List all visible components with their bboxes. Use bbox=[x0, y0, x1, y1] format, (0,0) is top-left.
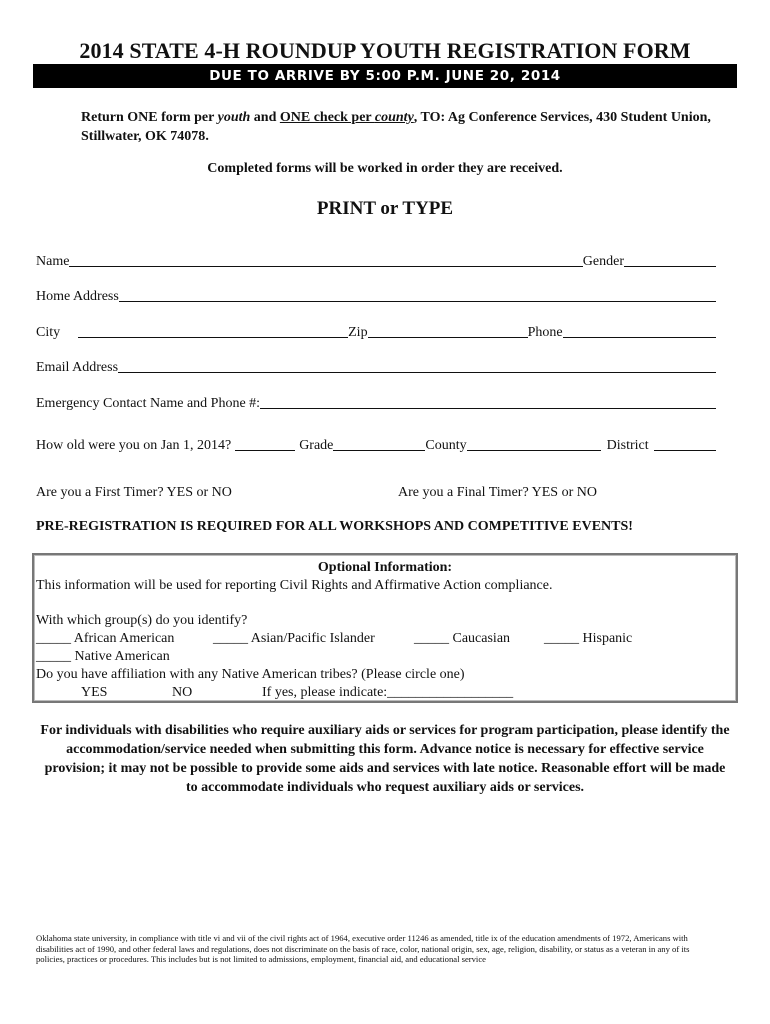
tribe-yes-option[interactable]: YES bbox=[81, 685, 108, 700]
form-title: 2014 STATE 4-H ROUNDUP YOUTH REGISTRATION FORM bbox=[79, 38, 691, 63]
name-field[interactable] bbox=[69, 252, 582, 267]
youth-word: youth bbox=[217, 110, 251, 125]
completed-note: Completed forms will be worked in order they are received. bbox=[207, 161, 563, 176]
optional-heading: Optional Information: bbox=[317, 560, 453, 575]
age-row bbox=[36, 434, 716, 454]
disability-notice: For individuals with disabilities who require auxiliary aids or services for program participation, please identify the accommodation/service needed when submitting this form. Advance notice is necessary for effective service provision; it may not be possible to provide some aids and services with late notice. Reasonable effort will be made to accommodate individuals who request auxiliary aids or services. bbox=[40, 723, 730, 795]
gender-label: Gender bbox=[582, 254, 624, 269]
city-row bbox=[36, 321, 716, 341]
home-address-row bbox=[36, 285, 716, 305]
due-date-banner: DUE TO ARRIVE BY 5:00 P.M. JUNE 20, 2014 bbox=[33, 64, 737, 88]
phone-field[interactable] bbox=[563, 323, 716, 338]
one-check-text: ONE check per county bbox=[279, 110, 414, 125]
tribe-no-option[interactable]: NO bbox=[172, 685, 193, 700]
group-hispanic[interactable]: _____ Hispanic bbox=[544, 631, 633, 646]
optional-purpose: This information will be used for reporting Civil Rights and Affirmative Action compliance. bbox=[36, 578, 553, 593]
email-row bbox=[36, 356, 716, 376]
final-timer-question[interactable]: Are you a Final Timer? YES or NO bbox=[398, 485, 597, 500]
group-caucasian[interactable]: _____ Caucasian bbox=[414, 631, 511, 646]
group-african-american[interactable]: _____ African American bbox=[36, 631, 175, 646]
zip-field[interactable] bbox=[368, 323, 528, 338]
nondiscrimination-footer: Oklahoma state university, in compliance with title vi and vii of the civil rights act of 1964, executive order 11246 as amended, title ix of the education amendments of 1972, Americans with disabilities act of 1990, and other federal laws and regulations, does not discriminate on the basis of race, color, national origin, sex, age, religion, disability, or status as a veteran in any of its policies, practices or procedures. This includes but is not limited to admissions, employment, financial aid, and educational service bbox=[36, 933, 690, 965]
age-label: How old were you on Jan 1, 2014? bbox=[36, 438, 232, 453]
grade-field[interactable] bbox=[333, 436, 425, 451]
district-field[interactable] bbox=[654, 436, 716, 451]
name-label: Name bbox=[36, 254, 70, 269]
age-field[interactable] bbox=[235, 436, 295, 451]
tribe-indicate-field[interactable]: If yes, please indicate:__________________ bbox=[262, 685, 514, 700]
print-or-type: PRINT or TYPE bbox=[316, 198, 454, 219]
return-address: , TO: Ag Conference Services, 430 Student Union, Stillwater, OK 74078 bbox=[81, 110, 711, 144]
emergency-label: Emergency Contact Name and Phone #: bbox=[36, 396, 261, 411]
city-label: City bbox=[36, 325, 61, 340]
grade-label: Grade bbox=[299, 438, 334, 453]
return-text-1: Return ONE form per bbox=[81, 110, 218, 125]
email-label: Email Address bbox=[36, 360, 119, 375]
and-word: and bbox=[250, 110, 280, 125]
phone-label: Phone bbox=[527, 325, 563, 340]
group-question: With which group(s) do you identify? bbox=[36, 613, 248, 628]
district-label: District bbox=[606, 438, 649, 453]
name-row bbox=[36, 250, 716, 270]
county-label: County bbox=[425, 438, 467, 453]
city-field[interactable] bbox=[78, 323, 348, 338]
return-instructions: Return ONE form per youth and ONE check per county, TO: Ag Conference Services, 430 Student Union, Stillwater, OK 74078. bbox=[81, 110, 711, 144]
tribe-question: Do you have affiliation with any Native American tribes? (Please circle one) bbox=[36, 667, 465, 682]
home-address-field[interactable] bbox=[119, 287, 716, 302]
gender-field[interactable] bbox=[624, 252, 716, 267]
emergency-row bbox=[36, 392, 716, 412]
preregistration-notice: PRE-REGISTRATION IS REQUIRED FOR ALL WORKSHOPS AND COMPETITIVE EVENTS! bbox=[36, 519, 633, 534]
first-timer-question[interactable]: Are you a First Timer? YES or NO bbox=[36, 485, 232, 500]
home-address-label: Home Address bbox=[36, 289, 119, 304]
group-native-american[interactable]: _____ Native American bbox=[36, 649, 170, 664]
email-field[interactable] bbox=[118, 358, 716, 373]
emergency-field[interactable] bbox=[260, 394, 716, 409]
county-field[interactable] bbox=[467, 436, 601, 451]
zip-label: Zip bbox=[348, 325, 368, 340]
group-asian-pacific-islander[interactable]: _____ Asian/Pacific Islander bbox=[213, 631, 375, 646]
